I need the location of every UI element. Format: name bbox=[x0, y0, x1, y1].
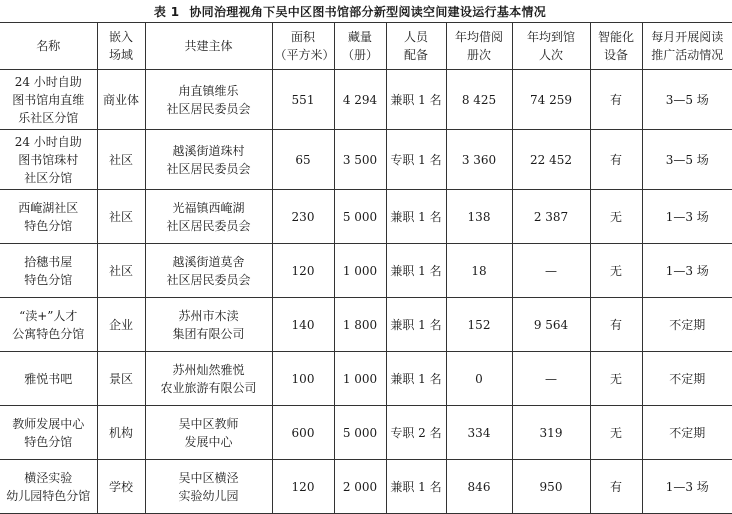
cell-area: 600 bbox=[272, 406, 334, 460]
cell-area: 140 bbox=[272, 298, 334, 352]
cell-field: 社区 bbox=[97, 190, 145, 244]
cell-loans: 18 bbox=[446, 244, 512, 298]
cell-area: 230 bbox=[272, 190, 334, 244]
table-row bbox=[0, 352, 732, 406]
cell-loans: 138 bbox=[446, 190, 512, 244]
cell-partner: 光福镇西崦湖 社区居民委员会 bbox=[145, 190, 272, 244]
cell-activities: 不定期 bbox=[642, 352, 732, 406]
cell-activities: 不定期 bbox=[642, 298, 732, 352]
header-partner: 共建主体 bbox=[145, 23, 272, 70]
cell-smart-devices: 无 bbox=[590, 352, 642, 406]
cell-partner: 吴中区教师 发展中心 bbox=[145, 406, 272, 460]
cell-partner: 越溪街道莫舍 社区居民委员会 bbox=[145, 244, 272, 298]
cell-activities: 1—3 场 bbox=[642, 460, 732, 514]
table-number: 表 1 bbox=[153, 5, 180, 19]
table-caption bbox=[0, 3, 700, 20]
cell-staff: 兼职 1 名 bbox=[386, 460, 446, 514]
cell-name: 24 小时自助 图书馆甪直维 乐社区分馆 bbox=[0, 70, 97, 130]
cell-partner: 吴中区横泾 实验幼儿园 bbox=[145, 460, 272, 514]
cell-area: 100 bbox=[272, 352, 334, 406]
data-table bbox=[0, 22, 732, 514]
header-row bbox=[0, 23, 732, 70]
cell-name: “渎+”人才 公寓特色分馆 bbox=[0, 298, 97, 352]
table-row bbox=[0, 70, 732, 130]
cell-field: 机构 bbox=[97, 406, 145, 460]
cell-loans: 8 425 bbox=[446, 70, 512, 130]
cell-collection: 5 000 bbox=[334, 406, 386, 460]
cell-collection: 1 800 bbox=[334, 298, 386, 352]
cell-name: 西崦湖社区 特色分馆 bbox=[0, 190, 97, 244]
cell-partner: 越溪街道珠村 社区居民委员会 bbox=[145, 130, 272, 190]
table-title: 协同治理视角下吴中区图书馆部分新型阅读空间建设运行基本情况 bbox=[189, 5, 547, 19]
cell-activities: 不定期 bbox=[642, 406, 732, 460]
table-row bbox=[0, 130, 732, 190]
cell-smart-devices: 有 bbox=[590, 70, 642, 130]
cell-name: 教师发展中心 特色分馆 bbox=[0, 406, 97, 460]
cell-name: 24 小时自助 图书馆珠村 社区分馆 bbox=[0, 130, 97, 190]
cell-field: 商业体 bbox=[97, 70, 145, 130]
cell-smart-devices: 无 bbox=[590, 244, 642, 298]
cell-visits: 22 452 bbox=[512, 130, 590, 190]
cell-visits: 950 bbox=[512, 460, 590, 514]
header-name: 名称 bbox=[0, 23, 97, 70]
cell-area: 551 bbox=[272, 70, 334, 130]
header-loans: 年均借阅 册次 bbox=[446, 23, 512, 70]
cell-smart-devices: 有 bbox=[590, 460, 642, 514]
cell-field: 企业 bbox=[97, 298, 145, 352]
cell-visits: — bbox=[512, 244, 590, 298]
header-collection: 藏量 （册） bbox=[334, 23, 386, 70]
cell-loans: 152 bbox=[446, 298, 512, 352]
cell-partner: 苏州市木渎 集团有限公司 bbox=[145, 298, 272, 352]
cell-partner: 甪直镇维乐 社区居民委员会 bbox=[145, 70, 272, 130]
cell-collection: 1 000 bbox=[334, 352, 386, 406]
cell-name: 横泾实验 幼儿园特色分馆 bbox=[0, 460, 97, 514]
cell-collection: 3 500 bbox=[334, 130, 386, 190]
table-row bbox=[0, 460, 732, 514]
cell-visits: 319 bbox=[512, 406, 590, 460]
table-row bbox=[0, 406, 732, 460]
cell-activities: 3—5 场 bbox=[642, 70, 732, 130]
cell-staff: 兼职 1 名 bbox=[386, 244, 446, 298]
header-area: 面积 （平方米） bbox=[272, 23, 334, 70]
cell-activities: 1—3 场 bbox=[642, 190, 732, 244]
table-row bbox=[0, 298, 732, 352]
cell-field: 社区 bbox=[97, 244, 145, 298]
cell-collection: 5 000 bbox=[334, 190, 386, 244]
cell-loans: 0 bbox=[446, 352, 512, 406]
cell-visits: 2 387 bbox=[512, 190, 590, 244]
cell-staff: 兼职 1 名 bbox=[386, 70, 446, 130]
cell-staff: 专职 2 名 bbox=[386, 406, 446, 460]
header-activities: 每月开展阅读 推广活动情况 bbox=[642, 23, 732, 70]
cell-visits: — bbox=[512, 352, 590, 406]
cell-visits: 9 564 bbox=[512, 298, 590, 352]
cell-partner: 苏州灿然雅悦 农业旅游有限公司 bbox=[145, 352, 272, 406]
cell-name: 雅悦书吧 bbox=[0, 352, 97, 406]
cell-smart-devices: 有 bbox=[590, 130, 642, 190]
cell-collection: 2 000 bbox=[334, 460, 386, 514]
cell-name: 拾穗书屋 特色分馆 bbox=[0, 244, 97, 298]
cell-area: 120 bbox=[272, 244, 334, 298]
cell-smart-devices: 有 bbox=[590, 298, 642, 352]
cell-area: 120 bbox=[272, 460, 334, 514]
cell-activities: 3—5 场 bbox=[642, 130, 732, 190]
table-row bbox=[0, 190, 732, 244]
cell-staff: 兼职 1 名 bbox=[386, 352, 446, 406]
cell-collection: 1 000 bbox=[334, 244, 386, 298]
cell-smart-devices: 无 bbox=[590, 406, 642, 460]
header-field: 嵌入 场域 bbox=[97, 23, 145, 70]
cell-staff: 专职 1 名 bbox=[386, 130, 446, 190]
cell-loans: 846 bbox=[446, 460, 512, 514]
cell-field: 景区 bbox=[97, 352, 145, 406]
cell-smart-devices: 无 bbox=[590, 190, 642, 244]
header-staff: 人员 配备 bbox=[386, 23, 446, 70]
cell-activities: 1—3 场 bbox=[642, 244, 732, 298]
cell-loans: 334 bbox=[446, 406, 512, 460]
header-smart-devices: 智能化 设备 bbox=[590, 23, 642, 70]
cell-collection: 4 294 bbox=[334, 70, 386, 130]
cell-visits: 74 259 bbox=[512, 70, 590, 130]
cell-staff: 兼职 1 名 bbox=[386, 298, 446, 352]
cell-field: 社区 bbox=[97, 130, 145, 190]
table-row bbox=[0, 244, 732, 298]
cell-field: 学校 bbox=[97, 460, 145, 514]
header-visits: 年均到馆 人次 bbox=[512, 23, 590, 70]
cell-loans: 3 360 bbox=[446, 130, 512, 190]
cell-area: 65 bbox=[272, 130, 334, 190]
cell-staff: 兼职 1 名 bbox=[386, 190, 446, 244]
